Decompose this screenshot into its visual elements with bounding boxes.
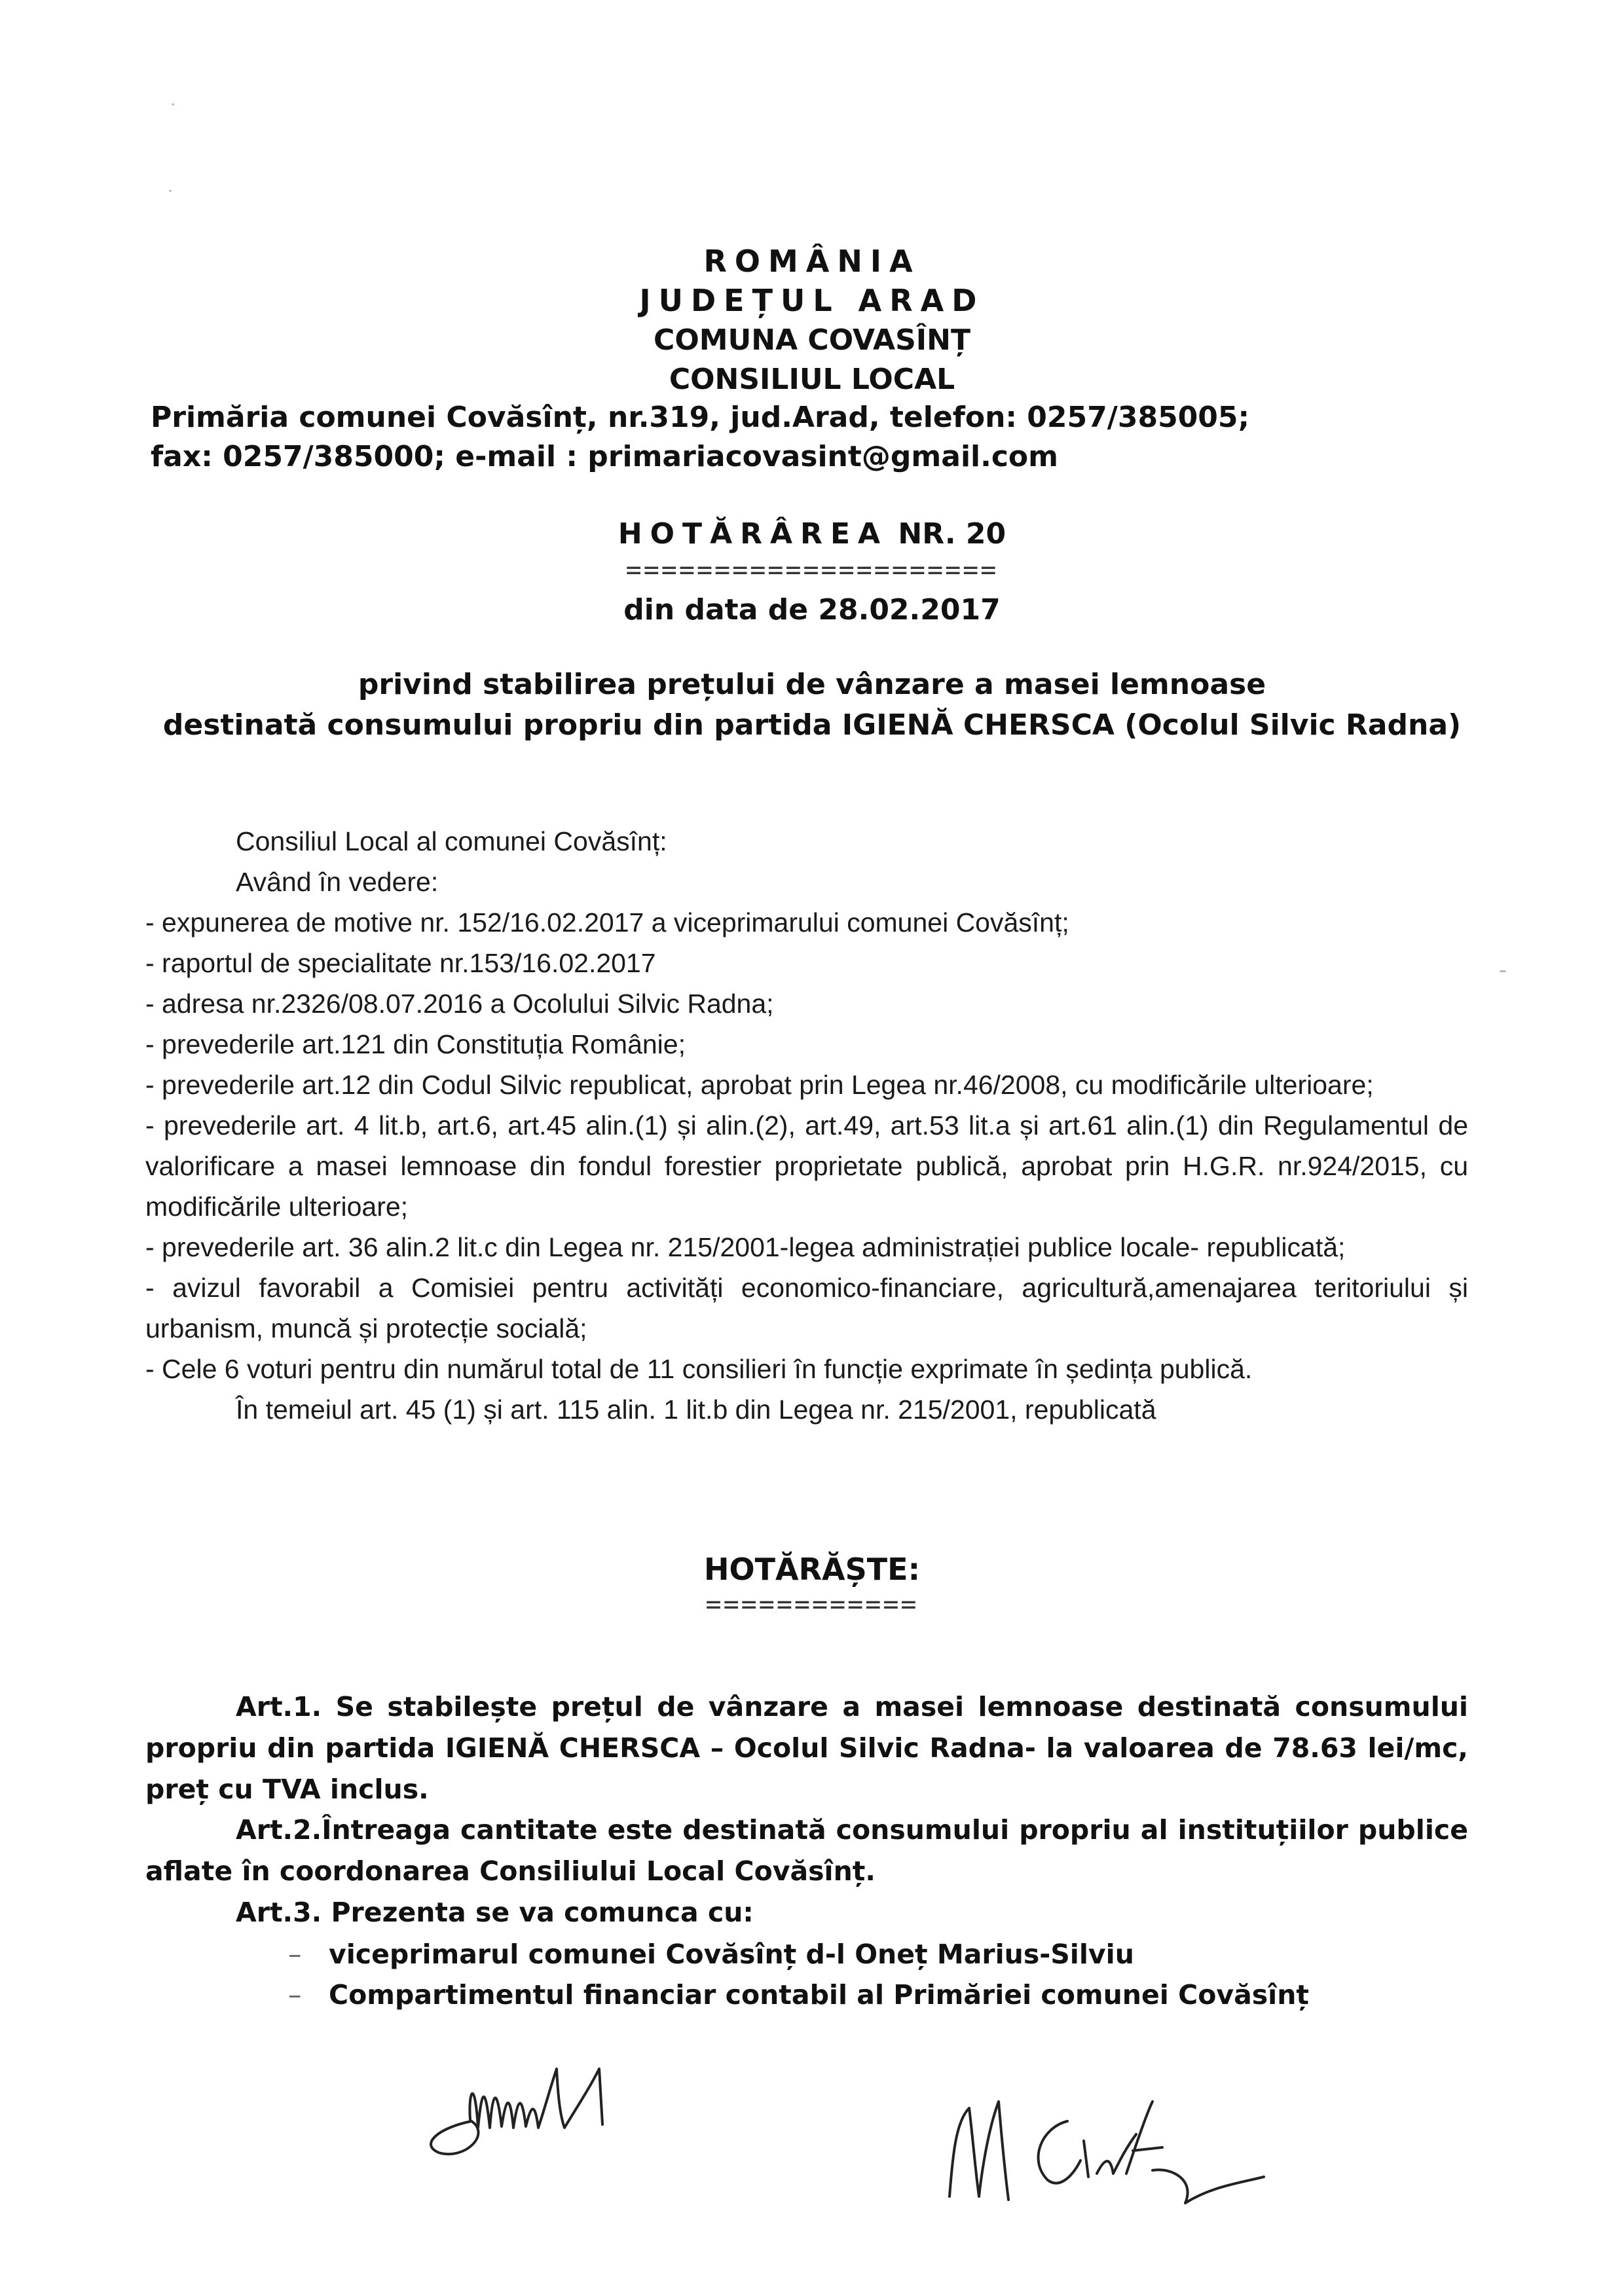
preamble-item: - raportul de specialitate nr.153/16.02.2017 <box>145 948 656 978</box>
recipient-item <box>0 1975 1572 2016</box>
preamble-item: - adresa nr.2326/08.07.2016 a Ocolului Silvic Radna; <box>145 989 774 1019</box>
header-commune: COMUNA COVASÎNȚ <box>654 323 970 357</box>
decision-title-word: HOTĂRÂREA <box>618 517 889 551</box>
decision-title <box>0 517 1624 551</box>
scan-speck <box>1500 970 1506 972</box>
preamble-item: - expunerea de motive nr. 152/16.02.2017 a viceprimarului comunei Covăsînț; <box>145 907 1069 938</box>
recipient-item <box>0 1934 1572 1975</box>
decides-separator: ============ <box>705 1590 919 1620</box>
article-2 <box>145 1810 1468 1892</box>
preamble <box>145 821 1468 1430</box>
preamble-item: - prevederile art. 4 lit.b, art.6, art.45 alin.(1) și alin.(2), art.49, art.53 lit.a și art.61 alin.(1) din Regulamentul de valorificare a masei lemnoase din fondul forestier proprietate publică, aprobat prin H.G.R. nr.924/2015, cu modificările ulterioare; <box>145 1110 1468 1222</box>
signature-right <box>936 2062 1277 2219</box>
title-separator: ===================== <box>625 555 999 585</box>
decision-subject-line-2: destinată consumului propriu din partida IGIENĂ CHERSCA (Ocolul Silvic Radna) <box>162 708 1462 742</box>
header-council: CONSILIUL LOCAL <box>669 363 955 396</box>
decision-date: din data de 28.02.2017 <box>623 593 1001 627</box>
decides-heading: HOTĂRĂȘTE: <box>704 1552 920 1587</box>
recipient-dash: – <box>288 1979 302 2011</box>
preamble-item: - prevederile art.121 din Constituția Româniе; <box>145 1029 686 1059</box>
article-2-text: Art.2.Întreaga cantitate este destinată consumului propriu al instituțiilor publice aflate în coordonarea Consiliului Local Covăsînț. <box>145 1814 1468 1887</box>
signature-left <box>393 2030 629 2160</box>
decision-number: NR. 20 <box>898 517 1006 551</box>
article-1 <box>145 1686 1468 1810</box>
recipient-text: viceprimarul comunei Covăsînț d-l Oneț Marius-Silviu <box>329 1939 1134 1970</box>
header-address: Primăria comunei Covăsînț, nr.319, jud.Arad, telefon: 0257/385005; <box>151 401 1250 434</box>
preamble-intro: Consiliul Local al comunei Covăsînț: <box>236 826 667 856</box>
preamble-legal-basis: În temeiul art. 45 (1) și art. 115 alin. 1 lit.b din Legea nr. 215/2001, republicată <box>236 1394 1156 1425</box>
decision-subject-line-1: privind stabilirea prețului de vânzare a masei lemnoase <box>358 668 1266 701</box>
preamble-item: - prevederile art. 36 alin.2 lit.c din Legea nr. 215/2001-legea administrației publice locale- republicată; <box>145 1232 1346 1262</box>
scan-speck <box>172 103 174 105</box>
scan-speck <box>169 190 172 192</box>
article-1-text: Art.1. Se stabilește prețul de vânzare a masei lemnoase destinată consumului propriu din partida IGIENĂ CHERSCA – Ocolul Silvic Radna- la valoarea de 78.63 lei/mc, preț cu TVA inclus. <box>145 1691 1468 1805</box>
recipient-text: Compartimentul financiar contabil al Primăriei comunei Covăsînț <box>329 1979 1310 2011</box>
preamble-having-regard: Având în vedere: <box>236 867 439 897</box>
header-country: ROMÂNIA <box>703 244 921 279</box>
recipient-dash: – <box>288 1939 302 1970</box>
header-county: JUDEȚUL ARAD <box>639 283 985 318</box>
preamble-item: - prevederile art.12 din Codul Silvic republicat, aprobat prin Legea nr.46/2008, cu modificările ulterioare; <box>145 1070 1374 1100</box>
header-contact: fax: 0257/385000; e-mail : primariacovasint@gmail.com <box>151 440 1058 473</box>
preamble-item: - avizul favorabil a Comisiei pentru activități economico-financiare, agricultură,amenajarea teritoriului și urbanism, muncă și protecție socială; <box>145 1273 1468 1343</box>
preamble-item: - Cele 6 voturi pentru din numărul total de 11 consilieri în funcție exprimate în ședința publică. <box>145 1354 1253 1384</box>
article-3-text: Art.3. Prezenta se va comunca cu: <box>236 1897 754 1928</box>
article-3 <box>145 1892 1468 1933</box>
